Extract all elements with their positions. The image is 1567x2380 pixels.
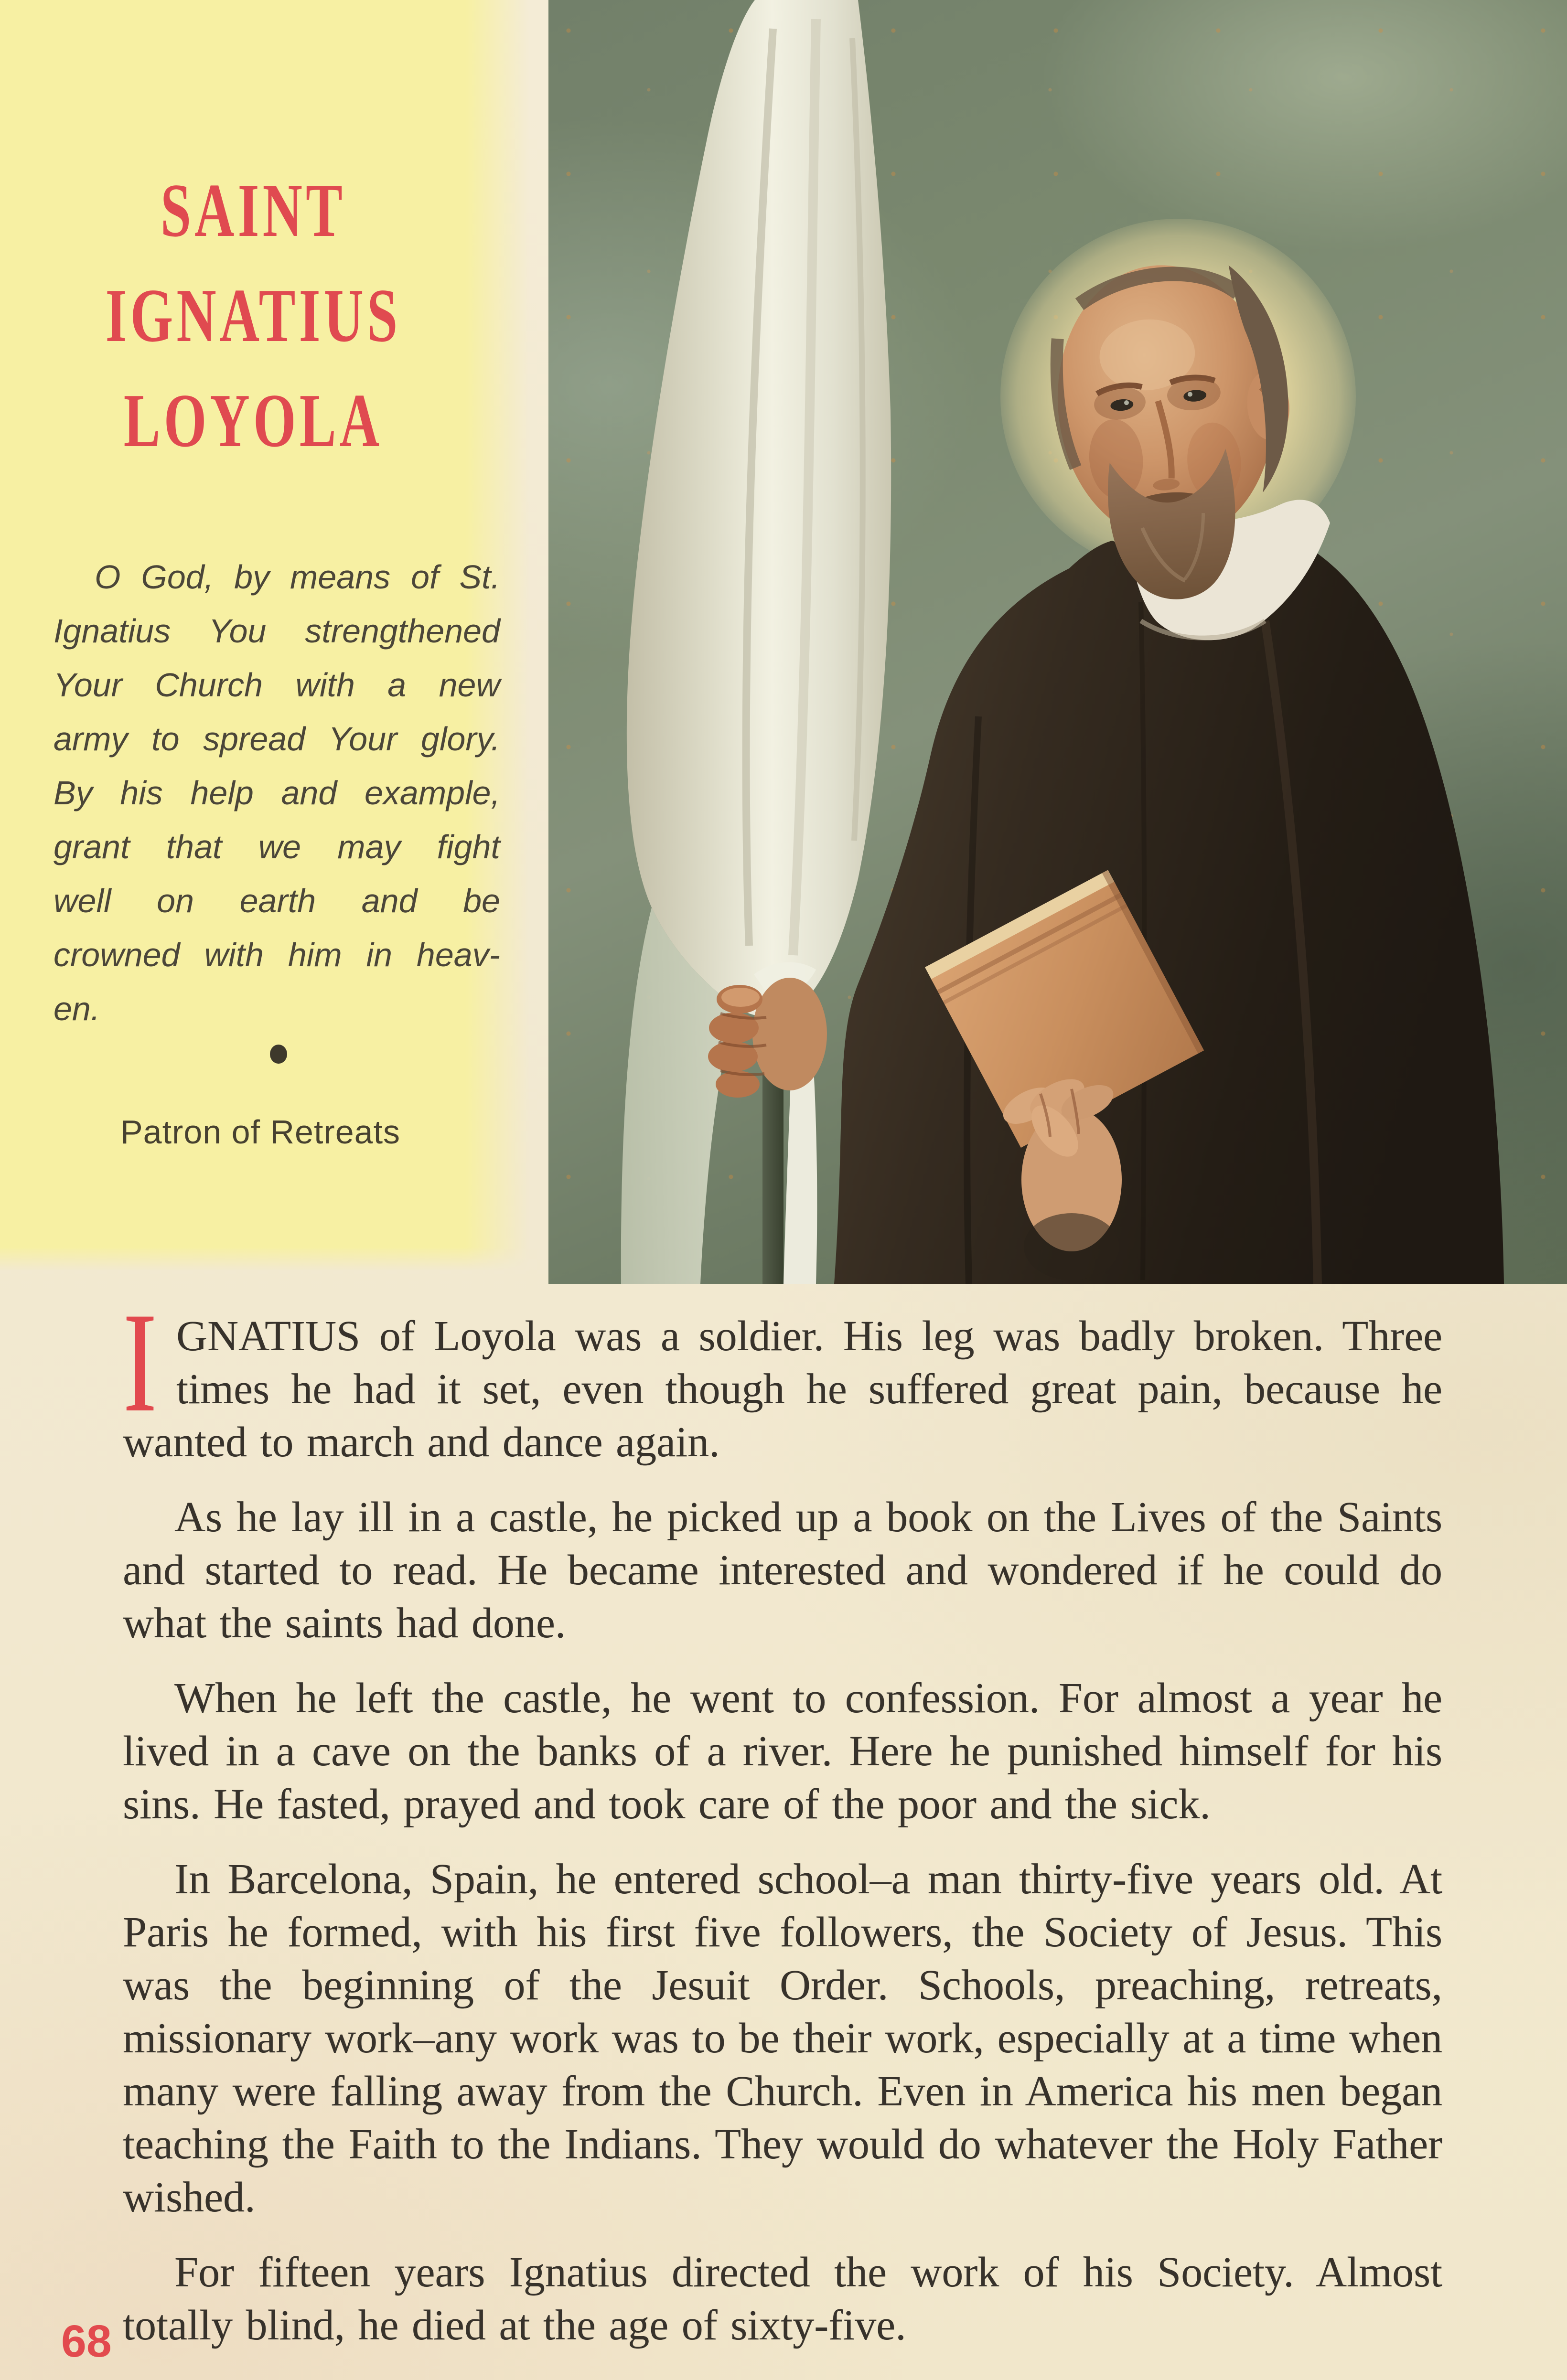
hand-shadow: [1024, 1213, 1119, 1280]
prayer-line: Your Church with a new: [54, 666, 500, 704]
prayer-line: crowned with him in heav-: [54, 936, 500, 973]
saint-title: [0, 158, 506, 473]
saint-ignatius-illustration: [548, 0, 1567, 1284]
patron-caption: Patron of Retreats: [120, 1113, 401, 1151]
title-line-2: IGNATIUS: [105, 273, 401, 358]
title-line-1: SAINT: [160, 168, 346, 253]
prayer-line: grant that we may fight: [54, 828, 500, 865]
drop-cap-letter: [123, 1283, 176, 1441]
paragraph: As he lay ill in a castle, he picked up a book on the Lives of the Saints and started to read. He became interested and wondered if he could do what the saints had done.: [123, 1494, 1442, 1647]
drop-cap-glyph: I: [123, 1283, 157, 1441]
story-text: [123, 1283, 1442, 2374]
prayer-text: [54, 550, 500, 1036]
paragraph-text: GNATIUS of Loyola was a soldier. His leg was badly broken. Three times he had it set, even though he suffered great pain, because he wanted to march and dance again.: [123, 1313, 1442, 1466]
prayer-line: O God, by means of St.: [95, 558, 500, 596]
page-number: 68: [61, 2316, 112, 2367]
title-panel: [0, 0, 529, 1271]
banner-flag: [627, 0, 891, 1016]
title-line-3: LOYOLA: [123, 378, 383, 463]
bullet-separator-icon: [270, 1045, 287, 1064]
paragraph: [123, 1283, 1442, 1469]
prayer-line: en.: [54, 990, 100, 1027]
paragraph: When he left the castle, he went to confession. For almost a year he lived in a cave on the banks of a river. Here he punished himself for his sins. He fasted, prayed and took care of the poor and the sick.: [123, 1675, 1442, 1828]
cloak: [834, 535, 1504, 1284]
illustration-shapes: [548, 0, 1567, 1284]
knuckle-highlight: [721, 988, 760, 1007]
prayer-line: Ignatius You strengthened: [54, 612, 500, 650]
prayer-line: By his help and example,: [54, 774, 500, 811]
paragraph: In Barcelona, Spain, he entered school–a man thirty-five years old. At Paris he formed, with his first five followers, the Society of Jesus. This was the beginning of the Jesuit Order. Schools, preaching, retreats, missionary work–any work was to be their work, especially at a time when many were falling away from the Church. Even in America his men began teaching the Faith to the Indians. They would do whatever the Holy Father wished.: [123, 1856, 1442, 2221]
prayer-line: well on earth and be: [54, 882, 500, 919]
paragraph: For fifteen years Ignatius directed the work of his Society. Almost totally blind, he died at the age of sixty-five.: [123, 2249, 1442, 2349]
flag-pole: [762, 1075, 784, 1284]
prayer-line: army to spread Your glory.: [54, 720, 500, 758]
